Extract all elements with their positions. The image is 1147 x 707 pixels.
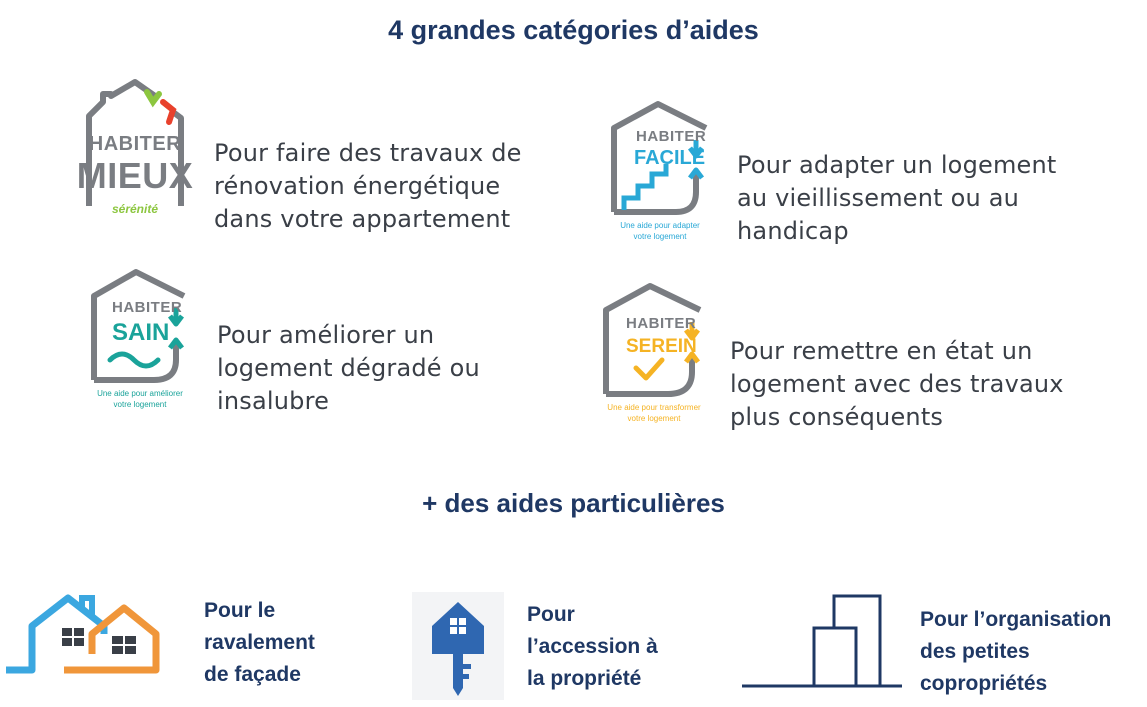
house-outline-icon — [76, 88, 194, 218]
logo-line2: SEREIN — [626, 336, 697, 357]
habiter-mieux-logo — [76, 88, 194, 218]
logo-caption: Une aide pour améliorer — [97, 389, 183, 398]
logo-caption: votre logement — [113, 400, 167, 409]
logo-line2: MIEUX — [76, 155, 194, 196]
house-key-icon — [412, 592, 504, 700]
logo-caption: votre logement — [633, 232, 687, 241]
category-description: Pour adapter un logement au vieillissement ou au handicap — [737, 151, 1057, 245]
logo-tagline: sérénité — [111, 202, 159, 216]
logo-line2: SAIN — [112, 319, 170, 346]
logo-caption: Une aide pour adapter — [620, 221, 700, 230]
buildings-outline-icon — [742, 594, 902, 690]
category-description: Pour faire des travaux de rénovation énergétique dans votre appartement — [214, 139, 522, 233]
logo-line1: HABITER — [112, 299, 183, 316]
sub-title: + des aides particulières — [422, 488, 725, 518]
logo-line1: HABITER — [636, 128, 707, 145]
category-description: Pour améliorer un logement dégradé ou insalubre — [217, 321, 480, 415]
houses-icon — [4, 594, 164, 676]
particular-description: Pour l’accession à la propriété — [527, 603, 658, 690]
particular-description: Pour l’organisation des petites copropriétés — [920, 608, 1112, 695]
logo-line1: HABITER — [88, 133, 182, 155]
logo-caption: votre logement — [627, 414, 681, 423]
logo-caption: Une aide pour transformer — [607, 403, 701, 412]
house-outline-icon — [596, 282, 714, 428]
logo-line1: HABITER — [626, 315, 697, 332]
habiter-serein-logo — [596, 282, 714, 428]
logo-line2: FACILE — [634, 147, 706, 169]
house-outline-icon — [84, 268, 196, 414]
particular-description: Pour le ravalement de façade — [204, 599, 315, 686]
main-title: 4 grandes catégories d’aides — [388, 15, 759, 45]
category-description: Pour remettre en état un logement avec des travaux plus conséquents — [730, 337, 1064, 431]
house-outline-icon — [606, 100, 718, 246]
habiter-facile-logo — [606, 100, 718, 246]
habiter-sain-logo — [84, 268, 196, 414]
